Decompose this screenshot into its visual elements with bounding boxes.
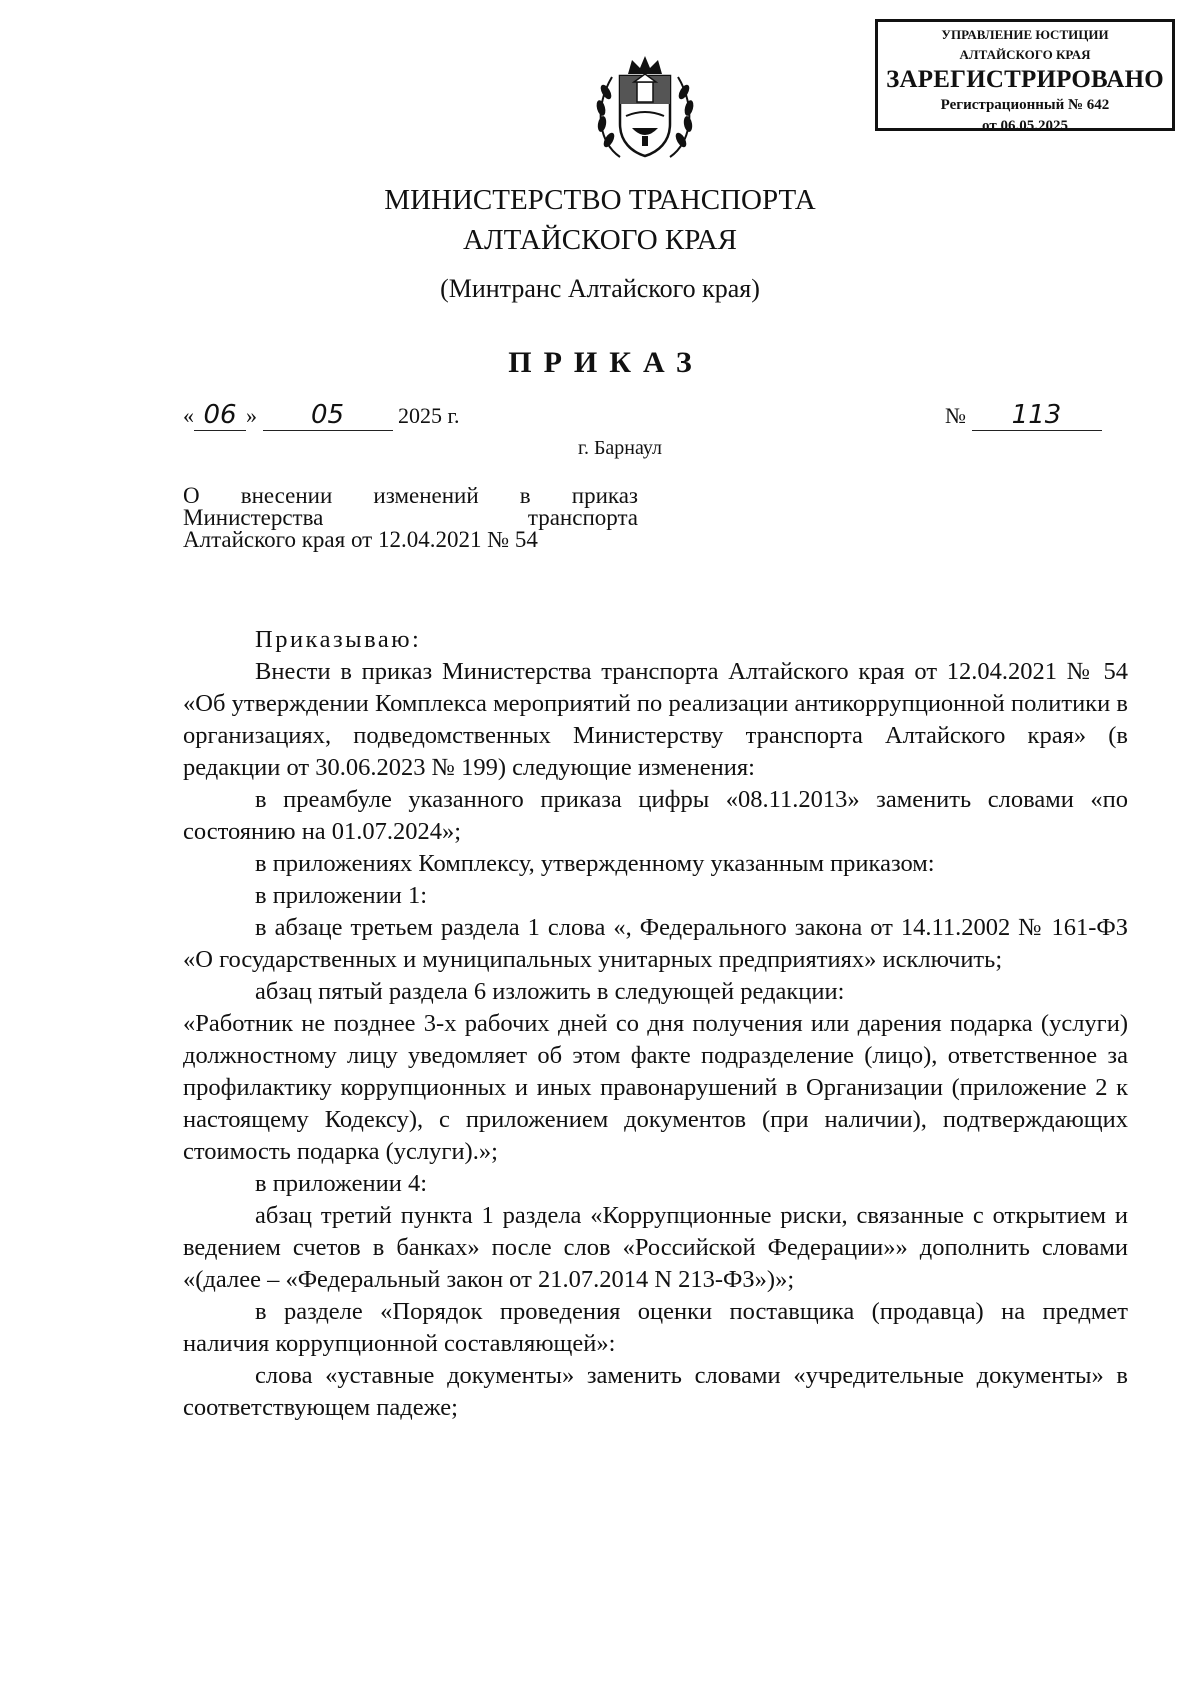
order-number (945, 400, 1102, 431)
body-paragraph-6: в абзаце третьем раздела 1 слова «, Федерального закона от 14.11.2002 № 161-ФЗ «О государственных и муниципальных унитарных предприятиях» исключить; (183, 914, 1128, 973)
ministry-name-line2: АЛТАЙСКОГО КРАЯ (463, 224, 737, 256)
body-paragraph-4: в приложениях Комплексу, утвержденному указанным приказом: (255, 850, 935, 877)
order-body (183, 624, 1128, 1424)
city: г. Барнаул (578, 437, 662, 459)
body-paragraph-7: абзац пятый раздела 6 изложить в следующей редакции: (255, 978, 845, 1005)
order-date (183, 400, 460, 431)
date-year: 2025 г. (398, 403, 460, 428)
body-paragraph-9: в приложении 4: (255, 1170, 428, 1197)
body-paragraph-5: в приложении 1: (255, 882, 428, 909)
subject-line3: Алтайского края от 12.04.2021 № 54 (183, 527, 538, 552)
body-paragraph-11: в разделе «Порядок проведения оценки поставщика (продавца) на предмет наличия коррупционной составляющей»: (183, 1298, 1128, 1357)
body-paragraph-10: абзац третий пункта 1 раздела «Коррупционные риски, связанные с открытием и ведением счетов в банках» после слов «Российской Федерации»» дополнить словами «(далее – «Федеральный закон от 21.07.2014 N 213-ФЗ»)»; (183, 1202, 1128, 1293)
coat-of-arms-icon (590, 52, 700, 172)
body-paragraph-2: Внести в приказ Министерства транспорта Алтайского края от 12.04.2021 № 54 «Об утверждении Комплекса мероприятий по реализации антикоррупционной политики в организациях, подведомственных Министерству транспорта Алтайского края» (в редакции от 30.06.2023 № 199) следующие изменения: (183, 658, 1128, 781)
stamp-reg-date: от 06.05.2025 (982, 118, 1068, 134)
ministry-short-name: (Минтранс Алтайского края) (440, 274, 760, 303)
stamp-status: ЗАРЕГИСТРИРОВАНО (886, 66, 1164, 93)
date-quote-open: « (183, 403, 194, 428)
date-day: 06 (194, 400, 246, 431)
number-label: № (945, 403, 966, 428)
body-paragraph-1: Приказываю: (255, 626, 422, 653)
body-paragraph-12: слова «уставные документы» заменить словами «учредительные документы» в соответствующем падеже; (183, 1362, 1128, 1421)
subject-line1: О внесении изменений в приказ (183, 483, 638, 508)
registration-stamp (875, 19, 1175, 134)
subject-line2: Министерства транспорта (183, 505, 638, 530)
document-type: ПРИКАЗ (508, 346, 704, 379)
date-month: 05 (263, 400, 393, 431)
order-subject (183, 485, 638, 551)
stamp-org-line2: АЛТАЙСКОГО КРАЯ (959, 47, 1091, 62)
date-quote-close: » (246, 403, 257, 428)
stamp-org-line1: УПРАВЛЕНИЕ ЮСТИЦИИ (941, 27, 1109, 42)
ministry-name-line1: МИНИСТЕРСТВО ТРАНСПОРТА (384, 184, 816, 216)
body-paragraph-3: в преамбуле указанного приказа цифры «08.11.2013» заменить словами «по состоянию на 01.07.2024»; (183, 786, 1128, 845)
stamp-reg-number: Регистрационный № 642 (940, 97, 1110, 113)
number-value: 113 (972, 400, 1102, 431)
body-paragraph-8: «Работник не позднее 3-х рабочих дней со дня получения или дарения подарка (услуги) должностному лицу уведомляет об этом факте подразделение (лицо), ответственное за профилактику коррупционных и иных правонарушений в Организации (приложение 2 к настоящему Кодексу), с приложением документов (при наличии), подтверждающих стоимость подарка (услуги).»; (183, 1010, 1128, 1165)
